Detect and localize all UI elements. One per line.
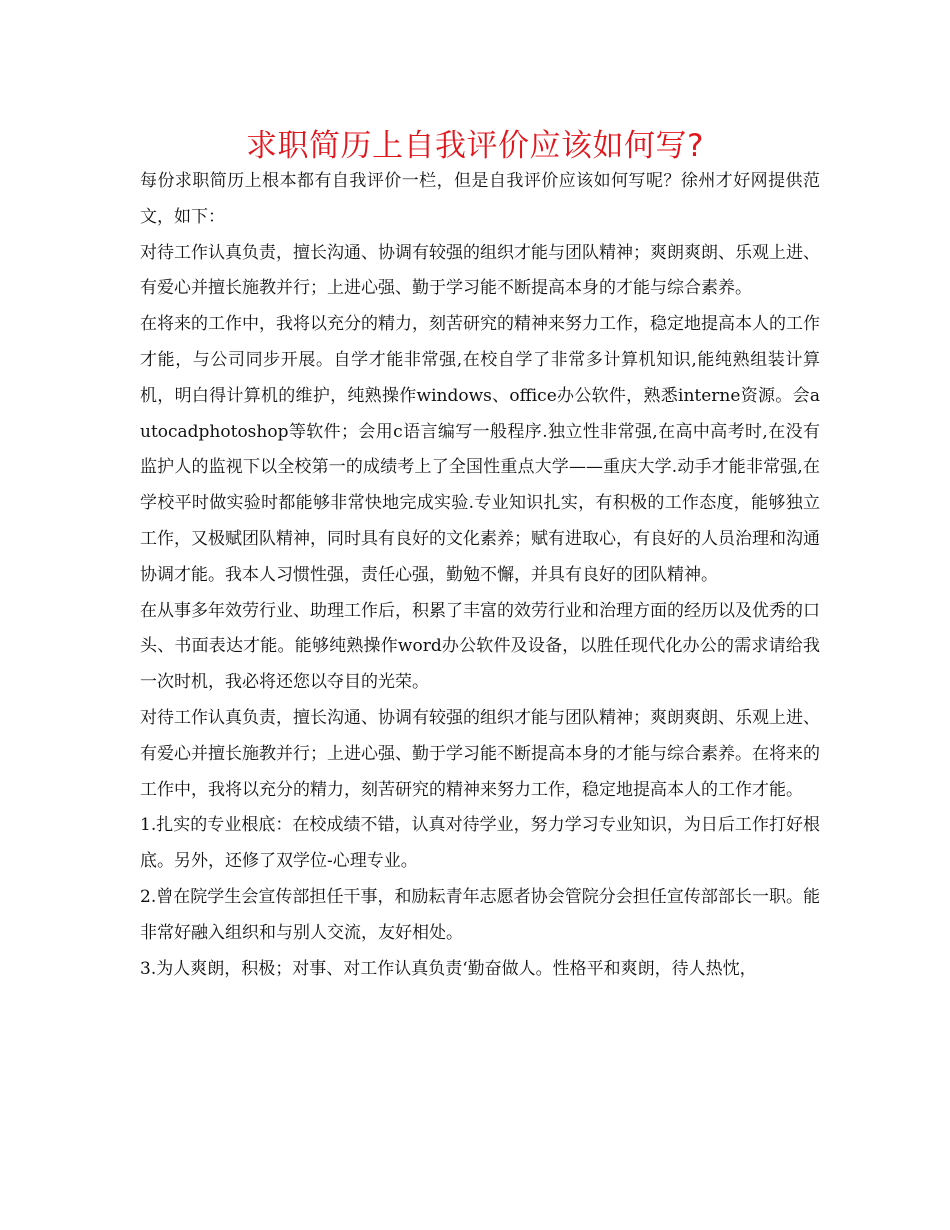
- list-item-3: 3.为人爽朗，积极；对事、对工作认真负责‘勤奋做人。性格平和爽朗，待人热忱，: [140, 958, 757, 979]
- document-body: [140, 164, 820, 987]
- paragraph-intro: 每份求职简历上根本都有自我评价一栏，但是自我评价应该如何写呢？徐州才好网提供范文，如下：: [140, 171, 820, 227]
- paragraph-sample-1: 对待工作认真负责，擅长沟通、协调有较强的组织才能与团队精神；爽朗爽朗、乐观上进、有爱心并擅长施教并行；上进心强、勤于学习能不断提高本身的才能与综合素养。: [140, 242, 820, 299]
- paragraph-sample-2: 在将来的工作中，我将以充分的精力，刻苦研究的精神来努力工作，稳定地提高本人的工作才能，与公司同步开展。自学才能非常强,在校自学了非常多计算机知识,能纯熟组装计算机，明白得计算机的维护，纯熟操作windows、office办公软件，熟悉interne资源。会autocadphotoshop等软件；会用c语言编写一般程序.独立性非常强,在高中高考时,在没有监护人的监视下以全校第一的成绩考上了全国性重点大学——重庆大学.动手才能非常强,在学校平时做实验时都能够非常快地完成实验.专业知识扎实，有积极的工作态度，能够独立工作，又极赋团队精神，同时具有良好的文化素养；赋有进取心，有良好的人员治理和沟通协调才能。我本人习惯性强，责任心强，勤勉不懈，并具有良好的团队精神。: [140, 314, 820, 585]
- paragraph-sample-4: 对待工作认真负责，擅长沟通、协调有较强的组织才能与团队精神；爽朗爽朗、乐观上进、有爱心并擅长施教并行；上进心强、勤于学习能不断提高本身的才能与综合素养。在将来的工作中，我将以充分的精力，刻苦研究的精神来努力工作，稳定地提高本人的工作才能。: [140, 707, 820, 800]
- document-title: 求职简历上自我评价应该如何写?: [246, 128, 704, 164]
- list-item-2: 2.曾在院学生会宣传部担任干事，和励耘青年志愿者协会管院分会担任宣传部部长一职。能非常好融入组织和与别人交流，友好相处。: [140, 886, 820, 943]
- paragraph-sample-3: 在从事多年效劳行业、助理工作后，积累了丰富的效劳行业和治理方面的经历以及优秀的口头、书面表达才能。能够纯熟操作word办公软件及设备，以胜任现代化办公的需求请给我一次时机，我必将还您以夺目的光荣。: [140, 600, 820, 693]
- list-item-1: 1.扎实的专业根底：在校成绩不错，认真对待学业，努力学习专业知识，为日后工作打好根底。另外，还修了双学位-心理专业。: [140, 815, 820, 872]
